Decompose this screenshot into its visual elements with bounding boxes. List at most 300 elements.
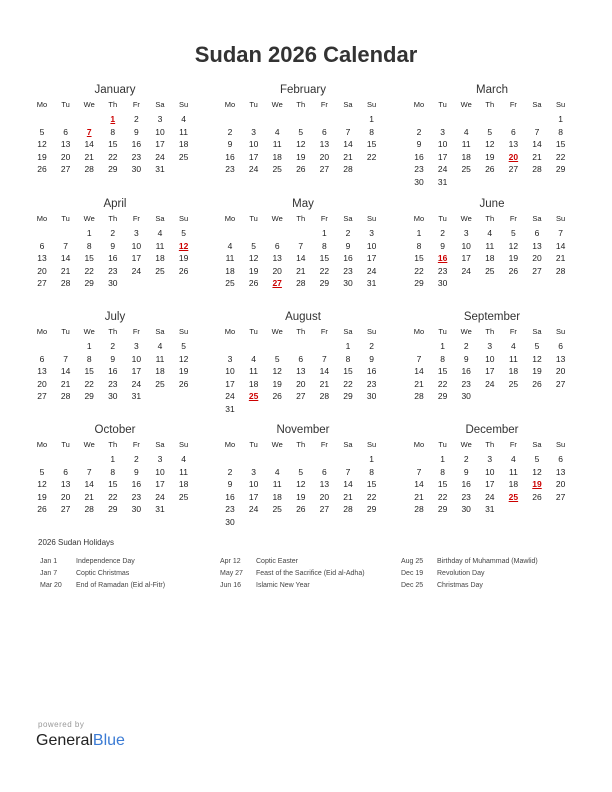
weekday-header: Fr bbox=[509, 440, 517, 449]
weekday-header: Tu bbox=[61, 327, 70, 336]
calendar-day: 14 bbox=[84, 479, 94, 490]
weekday-header: We bbox=[460, 327, 472, 336]
calendar-day: 6 bbox=[558, 454, 563, 464]
calendar-day: 18 bbox=[178, 479, 189, 490]
calendar-day: 24 bbox=[131, 378, 142, 389]
calendar-day: 2 bbox=[110, 228, 116, 238]
calendar-day: 9 bbox=[369, 353, 374, 364]
calendar-day: 15 bbox=[108, 479, 118, 490]
calendar-day: 20 bbox=[555, 479, 566, 490]
weekday-header: Th bbox=[108, 100, 118, 109]
month-december bbox=[412, 423, 572, 525]
calendar-day: 13 bbox=[37, 366, 47, 377]
calendar-day: 25 bbox=[155, 265, 165, 276]
calendar-day: 29 bbox=[319, 278, 330, 289]
calendar-day: 26 bbox=[532, 378, 542, 389]
holiday-day: 1 bbox=[110, 114, 116, 124]
weekday-header: Mo bbox=[224, 214, 236, 223]
holiday-name: Islamic New Year bbox=[256, 582, 310, 589]
calendar-day: 30 bbox=[131, 504, 142, 515]
calendar-day: 29 bbox=[108, 504, 118, 515]
calendar-day: 16 bbox=[461, 479, 471, 490]
calendar-day: 12 bbox=[37, 139, 47, 150]
calendar-day: 4 bbox=[487, 228, 493, 238]
calendar-day: 25 bbox=[272, 164, 282, 175]
calendar-day: 17 bbox=[131, 253, 142, 264]
page-title: Sudan 2026 Calendar bbox=[194, 42, 418, 67]
calendar-day: 26 bbox=[178, 265, 189, 276]
month-name: March bbox=[476, 84, 508, 96]
calendar-day: 30 bbox=[461, 504, 471, 515]
calendar-day: 31 bbox=[437, 177, 448, 187]
calendar-day: 1 bbox=[416, 228, 422, 238]
weekday-header: Sa bbox=[343, 100, 353, 109]
month-november bbox=[223, 423, 383, 525]
month-january bbox=[35, 83, 195, 185]
calendar-day: 27 bbox=[60, 164, 71, 175]
calendar-day: 20 bbox=[60, 151, 71, 162]
calendar-day: 13 bbox=[532, 240, 542, 251]
calendar-day: 22 bbox=[437, 491, 448, 502]
calendar-day: 22 bbox=[366, 151, 377, 162]
calendar-day: 21 bbox=[319, 378, 330, 389]
weekday-header: Fr bbox=[320, 100, 328, 109]
holiday-day: 16 bbox=[437, 253, 448, 264]
holiday-date: Dec 25 bbox=[401, 582, 424, 589]
calendar-day: 7 bbox=[345, 466, 351, 477]
calendar-day: 16 bbox=[414, 151, 424, 162]
calendar-day: 30 bbox=[108, 278, 118, 289]
calendar-day: 6 bbox=[63, 466, 68, 477]
calendar-day: 8 bbox=[322, 240, 327, 251]
weekday-header: Tu bbox=[249, 327, 258, 336]
calendar-day: 2 bbox=[463, 454, 469, 464]
calendar-day: 11 bbox=[155, 240, 165, 251]
calendar-day: 21 bbox=[296, 265, 306, 276]
weekday-header: We bbox=[271, 327, 283, 336]
calendar-day: 20 bbox=[555, 366, 566, 377]
calendar-day: 5 bbox=[487, 126, 493, 137]
calendar-day: 6 bbox=[558, 341, 563, 351]
weekday-header: Su bbox=[367, 100, 377, 109]
calendar-day: 23 bbox=[131, 491, 142, 502]
month-september bbox=[412, 310, 572, 412]
calendar-day: 30 bbox=[366, 391, 377, 402]
calendar-day: 20 bbox=[319, 151, 330, 162]
month-name: May bbox=[292, 198, 314, 210]
calendar-day: 9 bbox=[110, 240, 116, 251]
calendar-day: 2 bbox=[134, 114, 139, 124]
calendar-day: 15 bbox=[343, 366, 353, 377]
month-name: December bbox=[465, 424, 519, 436]
calendar-day: 23 bbox=[461, 378, 471, 389]
calendar-day: 31 bbox=[155, 164, 165, 175]
calendar-day: 29 bbox=[366, 504, 377, 515]
calendar-day: 25 bbox=[508, 378, 519, 389]
holiday-date: May 27 bbox=[220, 570, 243, 577]
calendar-day: 5 bbox=[251, 240, 256, 251]
calendar-day: 9 bbox=[227, 139, 233, 150]
calendar-day: 28 bbox=[414, 391, 424, 402]
weekday-header: Tu bbox=[438, 100, 447, 109]
calendar-day: 25 bbox=[272, 504, 282, 515]
calendar-day: 31 bbox=[485, 504, 495, 515]
weekday-header: Th bbox=[108, 214, 118, 223]
calendar-day: 23 bbox=[108, 378, 118, 389]
weekday-header: Th bbox=[296, 327, 306, 336]
weekday-header: Sa bbox=[532, 440, 542, 449]
calendar-day: 19 bbox=[178, 253, 189, 264]
calendar-day: 4 bbox=[511, 454, 516, 464]
calendar-day: 17 bbox=[131, 366, 142, 377]
calendar-day: 3 bbox=[463, 228, 469, 238]
calendar-day: 18 bbox=[272, 151, 282, 162]
calendar-day: 6 bbox=[274, 240, 280, 251]
calendar-day: 20 bbox=[37, 378, 47, 389]
calendar-day: 13 bbox=[60, 479, 71, 490]
holiday-name: Feast of the Sacrifice (Eid al-Adha) bbox=[256, 570, 365, 577]
calendar-day: 13 bbox=[319, 139, 330, 150]
calendar-day: 24 bbox=[461, 265, 471, 276]
calendar-day: 1 bbox=[558, 114, 563, 124]
calendar-day: 2 bbox=[227, 466, 233, 477]
weekday-header: Mo bbox=[36, 214, 48, 223]
calendar-day: 10 bbox=[131, 353, 142, 364]
calendar-day: 17 bbox=[461, 253, 471, 264]
weekday-header: Mo bbox=[36, 440, 48, 449]
calendar-day: 19 bbox=[296, 491, 306, 502]
weekday-header: Th bbox=[108, 327, 118, 336]
weekday-header: Su bbox=[179, 440, 189, 449]
holiday-name: Independence Day bbox=[76, 558, 135, 565]
month-name: November bbox=[276, 424, 330, 436]
calendar-day: 15 bbox=[555, 139, 566, 150]
weekday-header: Fr bbox=[132, 100, 140, 109]
calendar-day: 3 bbox=[487, 341, 493, 351]
calendar-day: 21 bbox=[555, 253, 566, 264]
month-april bbox=[35, 197, 195, 299]
calendar-day: 21 bbox=[84, 151, 94, 162]
weekday-header: Tu bbox=[438, 327, 447, 336]
calendar-day: 14 bbox=[414, 479, 424, 490]
calendar-day: 29 bbox=[84, 278, 94, 289]
calendar-day: 10 bbox=[461, 240, 471, 251]
calendar-day: 11 bbox=[272, 139, 282, 150]
calendar-day: 4 bbox=[181, 114, 186, 124]
calendar-day: 7 bbox=[416, 353, 422, 364]
calendar-day: 18 bbox=[178, 139, 189, 150]
calendar-day: 17 bbox=[437, 151, 448, 162]
calendar-day: 28 bbox=[296, 278, 306, 289]
weekday-header: Mo bbox=[413, 327, 425, 336]
calendar-day: 27 bbox=[296, 391, 306, 402]
holiday-day: 20 bbox=[508, 151, 519, 162]
calendar-day: 16 bbox=[366, 366, 377, 377]
calendar-day: 3 bbox=[487, 454, 493, 464]
calendar-day: 15 bbox=[84, 253, 94, 264]
calendar-day: 15 bbox=[319, 253, 330, 264]
weekday-header: Mo bbox=[413, 214, 425, 223]
calendar-day: 4 bbox=[157, 228, 163, 238]
calendar-day: 11 bbox=[225, 253, 235, 264]
calendar-day: 14 bbox=[343, 479, 353, 490]
calendar-day: 17 bbox=[155, 139, 165, 150]
calendar-day: 2 bbox=[369, 341, 374, 351]
calendar-day: 27 bbox=[37, 278, 47, 289]
calendar-day: 19 bbox=[296, 151, 306, 162]
holiday-day: 19 bbox=[532, 479, 542, 490]
weekday-header: Mo bbox=[36, 327, 48, 336]
calendar-day: 20 bbox=[272, 265, 282, 276]
calendar-day: 5 bbox=[274, 353, 280, 364]
calendar-day: 10 bbox=[366, 240, 377, 251]
calendar-day: 28 bbox=[555, 265, 566, 276]
calendar-day: 7 bbox=[63, 353, 68, 364]
calendar-day: 14 bbox=[343, 139, 353, 150]
weekday-header: Fr bbox=[320, 214, 328, 223]
calendar-day: 17 bbox=[248, 491, 259, 502]
calendar-day: 5 bbox=[39, 126, 45, 137]
holiday-day: 25 bbox=[248, 391, 259, 402]
calendar-day: 24 bbox=[155, 491, 165, 502]
calendar-day: 10 bbox=[155, 466, 165, 477]
calendar-day: 12 bbox=[532, 466, 542, 477]
holiday-day: 25 bbox=[508, 491, 519, 502]
calendar-day: 28 bbox=[414, 504, 424, 515]
month-name: January bbox=[94, 84, 136, 96]
weekday-header: Tu bbox=[438, 214, 447, 223]
calendar-day: 7 bbox=[345, 126, 351, 137]
calendar-day: 13 bbox=[319, 479, 330, 490]
calendar-day: 8 bbox=[110, 126, 116, 137]
holiday-date: Apr 12 bbox=[220, 558, 241, 565]
calendar-day: 24 bbox=[485, 491, 495, 502]
holiday-name: Coptic Christmas bbox=[76, 570, 130, 577]
weekday-header: Fr bbox=[132, 327, 140, 336]
weekday-header: Su bbox=[556, 100, 566, 109]
weekday-header: We bbox=[83, 214, 95, 223]
calendar-day: 17 bbox=[485, 479, 495, 490]
weekday-header: Fr bbox=[132, 214, 140, 223]
calendar-day: 10 bbox=[131, 240, 142, 251]
calendar-day: 26 bbox=[248, 278, 259, 289]
calendar-day: 3 bbox=[134, 341, 139, 351]
weekday-header: Su bbox=[179, 214, 189, 223]
calendar-day: 9 bbox=[345, 240, 351, 251]
calendar-day: 22 bbox=[414, 265, 424, 276]
calendar-day: 27 bbox=[555, 378, 566, 389]
calendar-day: 23 bbox=[343, 265, 353, 276]
weekday-header: Fr bbox=[509, 100, 517, 109]
calendar-day: 26 bbox=[272, 391, 282, 402]
calendar-day: 23 bbox=[225, 504, 235, 515]
calendar-day: 22 bbox=[366, 491, 377, 502]
calendar-day: 1 bbox=[110, 454, 116, 464]
calendar-day: 9 bbox=[134, 466, 139, 477]
calendar-day: 18 bbox=[155, 253, 165, 264]
month-may bbox=[223, 197, 383, 299]
calendar-day: 26 bbox=[485, 164, 495, 175]
calendar-day: 17 bbox=[248, 151, 259, 162]
weekday-header: Tu bbox=[249, 100, 258, 109]
calendar-day: 4 bbox=[251, 353, 256, 364]
weekday-header: We bbox=[460, 100, 472, 109]
calendar-day: 1 bbox=[440, 341, 445, 351]
calendar-day: 28 bbox=[84, 504, 94, 515]
calendar-day: 28 bbox=[319, 391, 330, 402]
calendar-day: 17 bbox=[225, 378, 235, 389]
calendar-day: 25 bbox=[155, 378, 165, 389]
calendar-day: 12 bbox=[485, 139, 495, 150]
calendar-day: 11 bbox=[508, 466, 518, 477]
weekday-header: Su bbox=[367, 214, 377, 223]
holiday-date: Jan 1 bbox=[40, 558, 58, 565]
calendar-day: 15 bbox=[84, 366, 94, 377]
calendar-day: 28 bbox=[84, 164, 94, 175]
weekday-header: We bbox=[83, 100, 95, 109]
month-name: August bbox=[285, 311, 321, 323]
weekday-header: Sa bbox=[155, 214, 165, 223]
month-name: June bbox=[479, 198, 505, 210]
month-name: September bbox=[463, 311, 521, 323]
weekday-header: Tu bbox=[249, 214, 258, 223]
calendar-day: 7 bbox=[534, 126, 540, 137]
month-name: October bbox=[94, 424, 136, 436]
calendar-day: 23 bbox=[461, 491, 471, 502]
calendar-day: 4 bbox=[181, 454, 186, 464]
calendar-day: 5 bbox=[511, 228, 516, 238]
calendar-day: 8 bbox=[86, 240, 92, 251]
calendar-day: 5 bbox=[534, 454, 540, 464]
calendar-day: 11 bbox=[155, 353, 165, 364]
weekday-header: We bbox=[83, 327, 95, 336]
calendar-day: 6 bbox=[534, 228, 540, 238]
calendar-day: 9 bbox=[227, 479, 233, 490]
calendar-day: 9 bbox=[416, 139, 422, 150]
month-august bbox=[223, 310, 383, 412]
weekday-header: Tu bbox=[61, 214, 70, 223]
weekday-header: Sa bbox=[343, 440, 353, 449]
weekday-header: Tu bbox=[249, 440, 258, 449]
calendar-day: 2 bbox=[463, 341, 469, 351]
calendar-day: 23 bbox=[131, 151, 142, 162]
calendar-day: 14 bbox=[84, 139, 94, 150]
calendar-day: 11 bbox=[179, 466, 188, 477]
generalblue-logo[interactable] bbox=[36, 732, 125, 750]
calendar-day: 23 bbox=[225, 164, 235, 175]
month-february bbox=[223, 83, 383, 185]
calendar-day: 16 bbox=[461, 366, 471, 377]
weekday-header: Su bbox=[179, 100, 189, 109]
calendar-day: 12 bbox=[296, 139, 306, 150]
calendar-day: 19 bbox=[532, 366, 542, 377]
calendar-day: 13 bbox=[296, 366, 306, 377]
calendar-day: 18 bbox=[461, 151, 471, 162]
calendar-day: 2 bbox=[227, 126, 233, 137]
calendar-day: 24 bbox=[131, 265, 142, 276]
holiday-name: Revolution Day bbox=[437, 570, 485, 577]
calendar-day: 14 bbox=[60, 253, 71, 264]
calendar-day: 10 bbox=[248, 139, 259, 150]
weekday-header: Th bbox=[485, 327, 495, 336]
calendar-day: 31 bbox=[366, 278, 377, 289]
calendar-day: 20 bbox=[319, 491, 330, 502]
holiday-day: 7 bbox=[86, 126, 92, 137]
calendar-day: 31 bbox=[155, 504, 165, 515]
calendar-day: 19 bbox=[485, 151, 495, 162]
weekday-header: Th bbox=[296, 100, 306, 109]
calendar-day: 5 bbox=[181, 341, 186, 351]
weekday-header: Th bbox=[296, 440, 306, 449]
calendar-day: 24 bbox=[225, 391, 235, 402]
calendar-day: 4 bbox=[157, 341, 163, 351]
calendar-day: 18 bbox=[508, 366, 519, 377]
calendar-day: 29 bbox=[108, 164, 118, 175]
calendar-day: 9 bbox=[463, 466, 469, 477]
calendar-day: 3 bbox=[440, 126, 445, 137]
calendar-day: 1 bbox=[86, 228, 92, 238]
calendar-day: 13 bbox=[272, 253, 282, 264]
calendar-day: 23 bbox=[414, 164, 424, 175]
calendar-day: 7 bbox=[298, 240, 304, 251]
weekday-header: Fr bbox=[509, 327, 517, 336]
month-name: April bbox=[103, 198, 127, 210]
calendar-day: 29 bbox=[437, 504, 448, 515]
weekday-header: Su bbox=[367, 327, 377, 336]
calendar-day: 16 bbox=[225, 151, 235, 162]
calendar-day: 30 bbox=[343, 278, 353, 289]
calendar-day: 12 bbox=[532, 353, 542, 364]
holiday-day: 12 bbox=[178, 240, 189, 251]
calendar-day: 15 bbox=[108, 139, 118, 150]
calendar-day: 31 bbox=[131, 391, 142, 402]
holiday-date: Jan 7 bbox=[40, 570, 58, 577]
calendar-day: 25 bbox=[178, 491, 189, 502]
calendar-day: 27 bbox=[37, 391, 47, 402]
weekday-header: Sa bbox=[343, 214, 353, 223]
calendar-day: 14 bbox=[555, 240, 566, 251]
calendar-day: 24 bbox=[437, 164, 448, 175]
calendar-day: 23 bbox=[366, 378, 377, 389]
calendar-day: 25 bbox=[178, 151, 189, 162]
weekday-header: We bbox=[271, 100, 283, 109]
calendar-day: 6 bbox=[322, 126, 327, 137]
calendar-day: 11 bbox=[508, 353, 518, 364]
calendar-day: 26 bbox=[296, 504, 306, 515]
calendar-day: 20 bbox=[60, 491, 71, 502]
weekday-header: We bbox=[460, 440, 472, 449]
calendar-day: 21 bbox=[343, 151, 353, 162]
calendar-day: 29 bbox=[343, 391, 353, 402]
calendar-day: 30 bbox=[414, 177, 424, 187]
calendar-day: 26 bbox=[37, 164, 47, 175]
calendar-day: 16 bbox=[131, 479, 142, 490]
calendar-day: 10 bbox=[248, 479, 259, 490]
calendar-day: 1 bbox=[440, 454, 445, 464]
calendar-day: 27 bbox=[508, 164, 519, 175]
calendar-day: 11 bbox=[179, 126, 188, 137]
month-name: July bbox=[104, 311, 126, 323]
logo-general: General bbox=[36, 732, 93, 749]
calendar-day: 26 bbox=[178, 378, 189, 389]
weekday-header: Tu bbox=[61, 440, 70, 449]
calendar-day: 16 bbox=[131, 139, 142, 150]
calendar-day: 3 bbox=[251, 466, 256, 477]
calendar-day: 12 bbox=[296, 479, 306, 490]
weekday-header: Mo bbox=[224, 100, 236, 109]
calendar-day: 25 bbox=[461, 164, 471, 175]
calendar-day: 5 bbox=[298, 126, 304, 137]
